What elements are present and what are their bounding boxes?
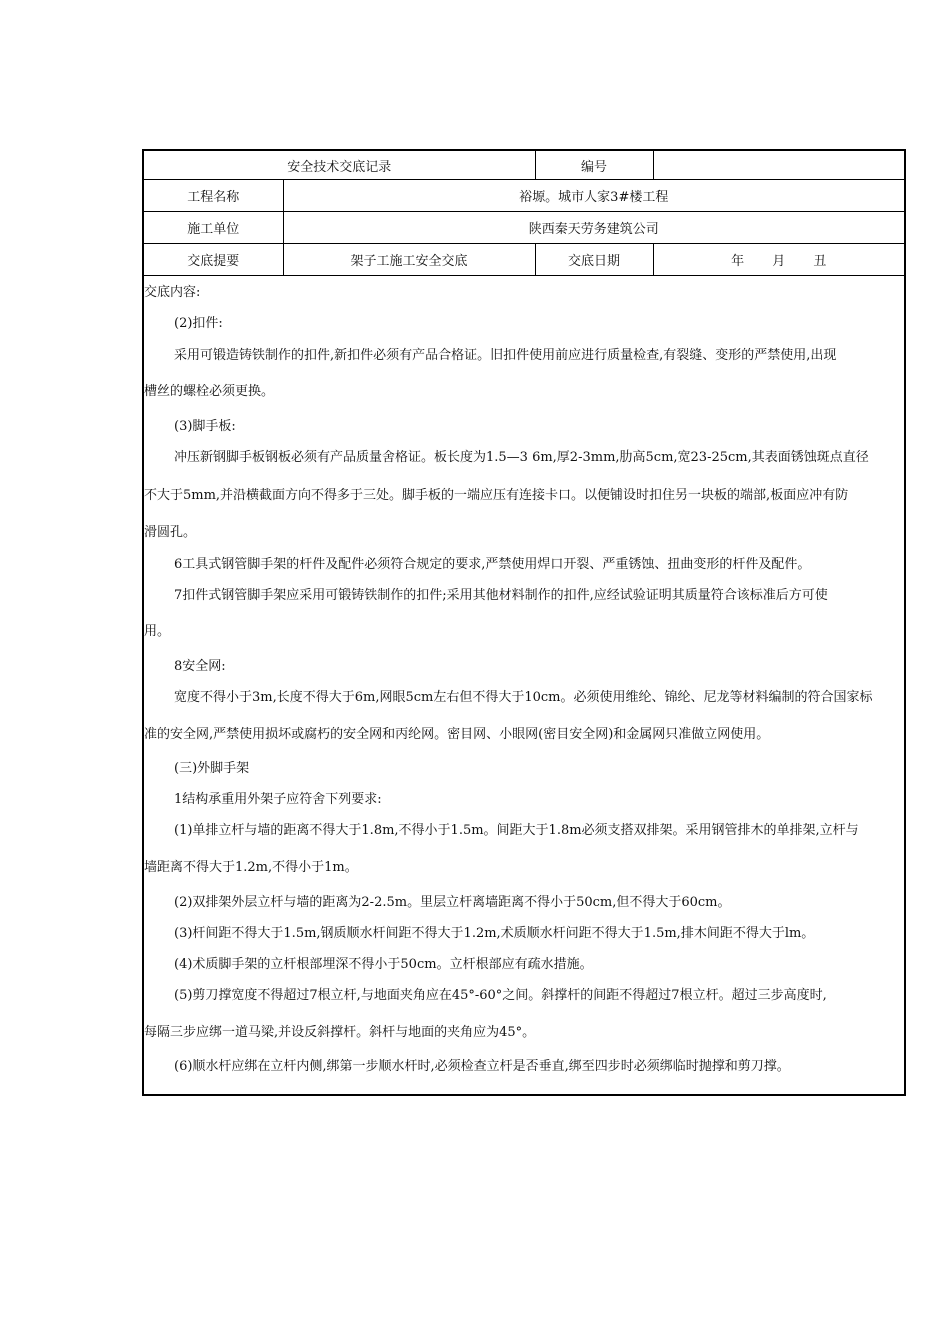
content-line: 宽度不得小于3m,长度不得大于6m,网眼5cm左右但不得大于10cm。必须使用维纶、锦纶、尼龙等材料编制的符合国家标	[174, 690, 873, 705]
unit-value: 陕西秦天劳务建筑公司	[283, 212, 904, 244]
content-line: (3)脚手板:	[174, 419, 236, 434]
content-line: (3)杆间距不得大于1.5m,钢质顺水杆间距不得大于1.2m,术质顺水杆问距不得大于1.5m,排木间距不得大于lm。	[174, 926, 815, 941]
content-line: 每隔三步应绑一道马梁,并设反斜撑杆。斜杆与地面的夹角应为45°。	[144, 1025, 536, 1040]
project-value: 裕塬。城市人家3#楼工程	[283, 180, 904, 212]
summary-label: 交底提要	[144, 244, 283, 276]
number-value	[653, 151, 904, 180]
project-row	[144, 180, 904, 212]
content-line: (三)外脚手架	[174, 761, 250, 776]
content-line: (2)扣件:	[174, 316, 223, 331]
date-year: 年	[731, 254, 745, 269]
content-line: (1)单排立杆与墙的距离不得大于1.8m,不得小于1.5m。间距大于1.8m必须支搭双排架。采用钢管排木的单排架,立杆与	[174, 823, 859, 838]
content-line: (2)双排架外层立杆与墙的距离为2-2.5m。里层立杆离墙距离不得小于50cm,但不得大于60cm。	[174, 895, 731, 910]
content-heading: 交底内容:	[144, 285, 201, 300]
form-title: 安全技术交底记录	[144, 151, 535, 180]
summary-value: 架子工施工安全交底	[283, 244, 535, 276]
date-label: 交底日期	[535, 244, 653, 276]
number-label: 编号	[535, 151, 653, 180]
content-line: 墙距离不得大于1.2m,不得小于1m。	[144, 860, 358, 875]
content-line: 采用可锻造铸铁制作的扣件,新扣件必须有产品合格证。旧扣件使用前应进行质量检查,有裂缝、变形的严禁使用,出现	[174, 348, 837, 363]
content-line: 冲压新钢脚手板钢板必须有产品质量舍格证。板长度为1.5—3 6m,厚2-3mm,肋高5cm,宽23-25cm,其表面锈蚀斑点直径	[174, 450, 869, 465]
content-line: 滑圆孔。	[144, 525, 197, 540]
unit-row	[144, 212, 904, 244]
date-value	[653, 244, 904, 276]
title-row	[144, 151, 904, 180]
summary-row	[144, 244, 904, 276]
date-day: 丑	[813, 254, 827, 269]
header-table	[144, 151, 904, 276]
content-line: (6)顺水杆应绑在立杆内侧,绑第一步顺水杆时,必须检查立杆是否垂直,绑至四步时必须绑临时抛撑和剪刀撑。	[174, 1059, 790, 1074]
content-line: 6工具式钢管脚手架的杆件及配件必须符合规定的要求,严禁使用焊口开裂、严重锈蚀、扭曲变形的杆件及配件。	[174, 557, 811, 572]
content-line: 8安全网:	[174, 659, 226, 674]
content-line: 1结构承重用外架子应符舍下列要求:	[174, 792, 382, 807]
date-month: 月	[772, 254, 786, 269]
content-line: 准的安全网,严禁使用损坏或腐朽的安全网和丙纶网。密目网、小眼网(密目安全网)和金属网只准做立网使用。	[144, 727, 770, 742]
unit-label: 施工单位	[144, 212, 283, 244]
project-label: 工程名称	[144, 180, 283, 212]
disclosure-record-form	[142, 149, 906, 1096]
content-line: 不大于5mm,并沿横截面方向不得多于三处。脚手板的一端应压有连接卡口。以便铺设时扣住另一块板的端部,板面应冲有防	[144, 488, 849, 503]
content-line: 7扣件式钢管脚手架应采用可锻铸铁制作的扣件;采用其他材料制作的扣件,应经试验证明其质量符合该标准后方可使	[174, 588, 828, 603]
content-line: 槽丝的螺栓必须更换。	[144, 384, 275, 399]
content-line: (4)术质脚手架的立杆根部埋深不得小于50cm。立杆根部应有疏水措施。	[174, 957, 593, 972]
content-line: (5)剪刀撑宽度不得超过7根立杆,与地面夹角应在45°-60°之间。斜撑杆的间距不得超过7根立杆。超过三步高度时,	[174, 988, 827, 1003]
content-line: 用。	[144, 624, 171, 639]
